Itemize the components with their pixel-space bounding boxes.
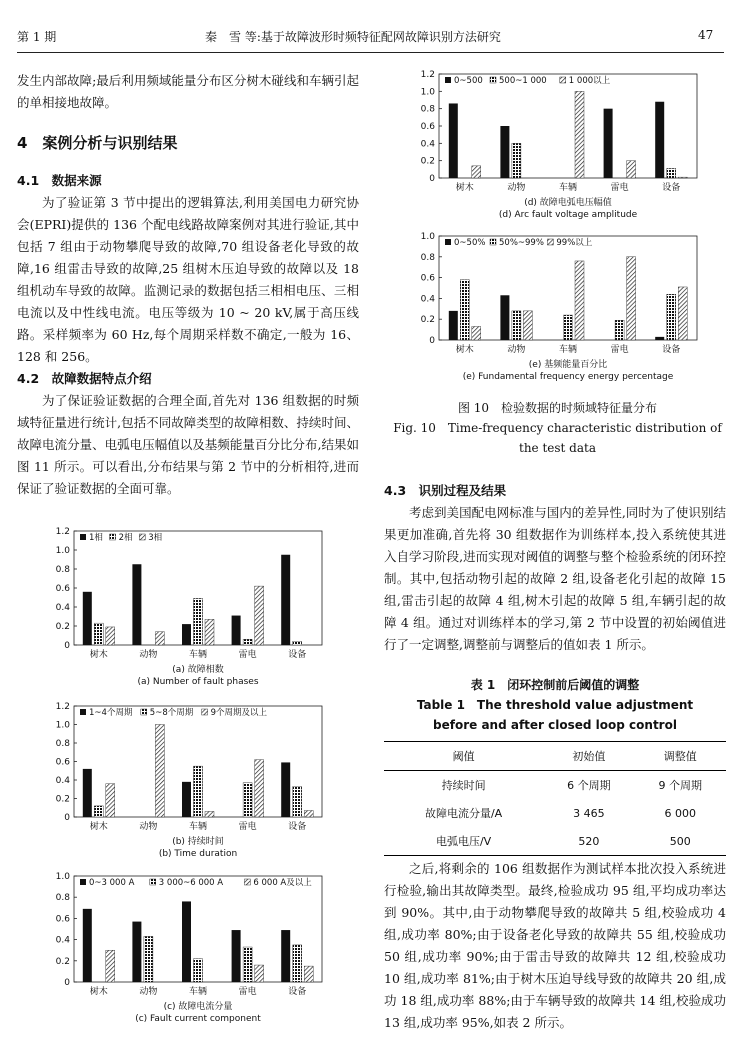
subsection-4-1-text: 为了验证第 3 节中提出的逻辑算法,利用美国电力研究协会(EPRI)提供的 136 个配电线路故障案例对其进行验证,其中包括 7 组由于动物攀爬导致的故障,70 组设备老化导致的故障,16 组雷击导致的故障,25 组树木压迫导致的故障以及 18 组机动车导致的故障。监测记录的数据包括三相相电压、三相电流以及中性线电流。电压等级为 10 ~ 20 kV,属于高压线路。采样频率为 60 Hz,每个周期采样数不确定,一般为 16、128 和 256。 bbox=[17, 195, 359, 364]
chart-fault-current bbox=[40, 870, 330, 1030]
legend-swatch bbox=[80, 709, 86, 715]
subfigure-caption-en: (b) Time duration bbox=[158, 849, 238, 859]
x-tick-label: 动物 bbox=[507, 345, 526, 355]
legend-label: 500~1 000 bbox=[499, 76, 547, 86]
issue-number: 第 1 期 bbox=[17, 30, 57, 44]
y-tick-label: 1.0 bbox=[55, 546, 70, 556]
legend-label: 5~8个周期 bbox=[149, 708, 194, 718]
bar bbox=[564, 315, 573, 340]
bar bbox=[232, 930, 241, 982]
x-tick-label: 车辆 bbox=[188, 987, 208, 997]
bar bbox=[512, 143, 521, 178]
bar bbox=[281, 762, 290, 817]
table-header-cell: 初始值 bbox=[572, 750, 606, 763]
y-tick-label: 1.0 bbox=[55, 720, 70, 731]
bar bbox=[255, 586, 264, 645]
y-tick-label: 0.8 bbox=[55, 739, 70, 749]
x-tick-label: 设备 bbox=[288, 987, 307, 997]
figure-caption-en: Fig. 10 Time-frequency characteristic distribution of the test data bbox=[393, 421, 722, 455]
table-header-row bbox=[384, 742, 726, 771]
results-paragraph: 之后,将剩余的 106 组数据作为测试样本批次投入系统进行检验,输出其故障类型。最终,检验成功 95 组,平均成功率达到 90%。其中,由于动物攀爬导致的故障共 5 组,校验成功 4 组,成功率 80%;由于设备老化导致的故障共 55 组,校验成功 50 组,成功率 90%;由于雷击导致的故障共 12 组,校验成功 10 组,成功率 81%;由于树木压迫导线导致的故障共 20 组,成功 18 组,成功率 88%;由于车辆导致的故障共 14 组,校验成功 13 组,成功率 95%,如表 2 所示。 bbox=[384, 861, 726, 1030]
bar bbox=[500, 126, 509, 178]
x-tick-label: 动物 bbox=[139, 822, 158, 832]
y-tick-label: 1.2 bbox=[55, 702, 70, 712]
bar bbox=[604, 109, 613, 178]
table-1-title-en: Table 1 The threshold value adjustment before and after closed loop control bbox=[416, 698, 694, 732]
y-tick-label: 1.0 bbox=[420, 87, 435, 98]
bar bbox=[293, 945, 302, 982]
x-tick-label: 动物 bbox=[139, 987, 158, 997]
table-cell: 6 000 bbox=[664, 806, 697, 820]
header-rule bbox=[17, 52, 724, 53]
bar bbox=[667, 168, 676, 178]
table-header-cell: 调整值 bbox=[663, 750, 697, 763]
chart-energy-percentage bbox=[405, 230, 705, 388]
table-row bbox=[384, 799, 726, 827]
running-title: 秦 雪 等:基于故障波形时频特征配网故障识别方法研究 bbox=[205, 30, 501, 44]
bar bbox=[472, 326, 481, 340]
bar bbox=[106, 950, 115, 982]
x-tick-label: 动物 bbox=[139, 650, 158, 660]
bar bbox=[281, 555, 290, 645]
y-tick-label: 0.4 bbox=[420, 139, 435, 150]
bar bbox=[182, 624, 191, 645]
bar bbox=[83, 769, 92, 817]
y-tick-label: 0.6 bbox=[420, 273, 435, 284]
legend-label: 0~50% bbox=[454, 238, 486, 248]
x-tick-label: 雷电 bbox=[238, 822, 257, 832]
y-tick-label: 0.6 bbox=[55, 757, 70, 768]
y-tick-label: 0 bbox=[429, 174, 435, 184]
bar bbox=[500, 295, 509, 340]
y-tick-label: 0.4 bbox=[420, 294, 435, 305]
y-tick-label: 0.6 bbox=[55, 914, 70, 925]
bar bbox=[106, 784, 115, 817]
table-row bbox=[384, 771, 726, 800]
subfigure-caption-en: (d) Arc fault voltage amplitude bbox=[498, 210, 638, 220]
y-tick-label: 0 bbox=[64, 813, 70, 823]
legend-swatch bbox=[110, 534, 116, 540]
bar bbox=[205, 619, 214, 645]
x-tick-label: 树木 bbox=[455, 345, 474, 355]
table-row bbox=[384, 827, 726, 856]
x-tick-label: 设备 bbox=[288, 650, 307, 660]
table-1-title-cn: 表 1 闭环控制前后阈值的调整 bbox=[470, 678, 640, 692]
legend-label: 6 000 A及以上 bbox=[253, 878, 312, 888]
y-tick-label: 0.4 bbox=[55, 935, 70, 946]
table-cell: 520 bbox=[578, 834, 600, 848]
chart-arc-voltage bbox=[405, 68, 705, 226]
bar bbox=[182, 901, 191, 982]
bar bbox=[243, 639, 252, 645]
bar bbox=[523, 311, 532, 340]
right-column-continued bbox=[384, 858, 726, 1034]
legend-swatch bbox=[150, 879, 156, 885]
bar bbox=[155, 725, 164, 818]
bar bbox=[575, 91, 584, 178]
legend-swatch bbox=[445, 77, 451, 83]
legend-label: 9个周期及以上 bbox=[210, 708, 268, 718]
bar bbox=[281, 930, 290, 982]
bar bbox=[449, 311, 458, 340]
legend-swatch bbox=[80, 879, 86, 885]
chart-fault-phases bbox=[40, 525, 330, 693]
subsection-4-2-title: 4.2 故障数据特点介绍 bbox=[17, 371, 152, 386]
running-header bbox=[0, 28, 740, 48]
y-tick-label: 0.8 bbox=[55, 893, 70, 904]
bar bbox=[575, 261, 584, 340]
section-4-title: 4 案例分析与识别结果 bbox=[17, 134, 178, 152]
subsection-4-3-text: 考虑到美国配电网标准与国内的差异性,同时为了使识别结果更加准确,首先将 30 组数据作为训练样本,投入系统使其进入自学习阶段,进而实现对阈值的调整与整个检验系统的闭环控制。其中,包括动物引起的故障 2 组,设备老化引起的故障 15 组,雷击引起的故障 4 组,树木引起的故障 5 组,车辆引起的故障 4 组。通过对训练样本的学习,第 2 节中设置的初始阈值进行了一定调整,调整前与调整后的值如表 1 所示。 bbox=[384, 505, 726, 652]
y-tick-label: 1.2 bbox=[420, 70, 435, 80]
x-tick-label: 树木 bbox=[89, 822, 108, 832]
y-tick-label: 0.6 bbox=[420, 122, 435, 132]
bar bbox=[667, 294, 676, 340]
legend-label: 1 000以上 bbox=[568, 76, 611, 86]
bar bbox=[472, 166, 481, 178]
legend-swatch bbox=[244, 879, 250, 885]
bar bbox=[106, 627, 115, 645]
y-tick-label: 0.8 bbox=[420, 104, 435, 115]
y-tick-label: 0.2 bbox=[55, 794, 70, 805]
bar bbox=[132, 922, 141, 982]
legend-swatch bbox=[490, 239, 496, 245]
bar bbox=[83, 909, 92, 982]
subfigure-caption-cn: (a) 故障相数 bbox=[172, 665, 224, 675]
page-number: 47 bbox=[698, 28, 714, 42]
bar bbox=[627, 161, 636, 178]
table-cell: 6 个周期 bbox=[567, 779, 611, 792]
x-tick-label: 车辆 bbox=[558, 345, 578, 355]
legend-label: 2相 bbox=[118, 533, 133, 543]
bar bbox=[615, 320, 624, 340]
bar bbox=[194, 959, 203, 982]
bar bbox=[678, 177, 687, 178]
bar bbox=[255, 965, 264, 982]
x-tick-label: 雷电 bbox=[238, 650, 257, 660]
bar bbox=[182, 782, 191, 817]
table-cell: 3 465 bbox=[573, 806, 605, 820]
subfigure-caption-cn: (c) 故障电流分量 bbox=[163, 1002, 233, 1012]
legend-label: 99%以上 bbox=[556, 238, 593, 248]
table-cell: 电弧电压/V bbox=[435, 835, 492, 848]
bar bbox=[678, 287, 687, 340]
legend-label: 0~3 000 A bbox=[89, 878, 135, 888]
figure-caption-cn: 图 10 检验数据的时频域特征量分布 bbox=[457, 401, 658, 415]
table-1 bbox=[384, 741, 726, 856]
y-tick-label: 0.8 bbox=[420, 252, 435, 263]
legend-label: 1~4个周期 bbox=[89, 708, 133, 718]
bar bbox=[194, 598, 203, 645]
subfigure-caption-en: (a) Number of fault phases bbox=[137, 677, 259, 687]
bar bbox=[94, 623, 103, 645]
y-tick-label: 1.0 bbox=[55, 872, 70, 882]
x-tick-label: 车辆 bbox=[558, 183, 578, 193]
x-tick-label: 雷电 bbox=[238, 987, 257, 997]
bar bbox=[512, 311, 521, 340]
subsection-4-1-title: 4.1 数据来源 bbox=[17, 173, 102, 188]
subfigure-caption-en: (e) Fundamental frequency energy percentage bbox=[462, 372, 674, 382]
subfigure-caption-cn: (b) 持续时间 bbox=[172, 837, 224, 847]
legend-label: 0~500 bbox=[454, 76, 483, 86]
x-tick-label: 动物 bbox=[507, 183, 526, 193]
y-tick-label: 0 bbox=[429, 336, 435, 346]
legend-swatch bbox=[560, 77, 566, 83]
y-tick-label: 1.0 bbox=[420, 232, 435, 242]
legend-swatch bbox=[547, 239, 553, 245]
x-tick-label: 设备 bbox=[288, 822, 307, 832]
subsection-4-3-title: 4.3 识别过程及结果 bbox=[384, 483, 507, 498]
x-tick-label: 设备 bbox=[662, 183, 681, 193]
table-cell: 9 个周期 bbox=[658, 779, 703, 792]
y-tick-label: 1.2 bbox=[55, 527, 70, 537]
y-tick-label: 0.2 bbox=[55, 956, 70, 967]
x-tick-label: 雷电 bbox=[610, 183, 629, 193]
bar bbox=[627, 257, 636, 340]
y-tick-label: 0.4 bbox=[55, 603, 70, 613]
x-tick-label: 车辆 bbox=[188, 650, 208, 660]
bar bbox=[144, 936, 153, 982]
legend-swatch bbox=[80, 534, 86, 540]
table-cell: 持续时间 bbox=[441, 779, 486, 792]
bar bbox=[155, 632, 164, 645]
bar bbox=[243, 783, 252, 817]
y-tick-label: 0.4 bbox=[55, 776, 70, 786]
x-tick-label: 树木 bbox=[89, 650, 108, 660]
table-header-cell: 阈值 bbox=[452, 750, 475, 763]
x-tick-label: 树木 bbox=[455, 183, 474, 193]
figure-caption bbox=[385, 398, 730, 458]
subfigure-caption-cn: (d) 故障电弧电压幅值 bbox=[524, 198, 612, 208]
chart-time-duration bbox=[40, 700, 330, 865]
bar bbox=[232, 616, 241, 645]
bar bbox=[293, 641, 302, 645]
bar bbox=[460, 280, 469, 340]
bar bbox=[83, 592, 92, 645]
bar bbox=[449, 103, 458, 178]
subsection-4-2-text: 为了保证验证数据的合理全面,首先对 136 组数据的时频域特征量进行统计,包括不同故障类型的故障相数、持续时间、故障电流分量、电弧电压幅值以及基频能量百分比分布,结果如图 11 所示。可以看出,分布结果与第 2 节中的分析相符,进而保证了验证数据的全面可靠。 bbox=[17, 393, 359, 496]
intro-paragraph: 发生内部故障;最后利用频域能量分布区分树木碰线和车辆引起的单相接地故障。 bbox=[17, 73, 359, 110]
y-tick-label: 0.8 bbox=[55, 565, 70, 575]
bar bbox=[243, 947, 252, 982]
legend-label: 50%~99% bbox=[499, 238, 544, 248]
bar bbox=[94, 806, 103, 817]
x-tick-label: 雷电 bbox=[610, 345, 629, 355]
x-tick-label: 树木 bbox=[89, 987, 108, 997]
legend-label: 3相 bbox=[148, 533, 163, 543]
left-column-text bbox=[17, 70, 359, 500]
y-tick-label: 0 bbox=[64, 978, 70, 988]
bar bbox=[655, 102, 664, 178]
legend-label: 1相 bbox=[89, 533, 103, 543]
bar bbox=[304, 966, 313, 982]
bar bbox=[194, 766, 203, 817]
bar bbox=[655, 337, 664, 340]
legend-label: 3 000~6 000 A bbox=[158, 878, 224, 888]
legend-swatch bbox=[139, 534, 145, 540]
bar bbox=[304, 811, 313, 817]
subfigure-caption-cn: (e) 基频能量百分比 bbox=[528, 360, 608, 370]
x-tick-label: 车辆 bbox=[188, 822, 208, 832]
y-tick-label: 0.2 bbox=[420, 156, 435, 167]
y-tick-label: 0.2 bbox=[420, 315, 435, 326]
y-tick-label: 0.2 bbox=[55, 622, 70, 632]
bar bbox=[132, 564, 141, 645]
legend-swatch bbox=[141, 709, 147, 715]
legend-swatch bbox=[490, 77, 496, 83]
bar bbox=[293, 786, 302, 817]
y-tick-label: 0 bbox=[64, 641, 70, 651]
x-tick-label: 设备 bbox=[662, 345, 681, 355]
legend-swatch bbox=[202, 709, 208, 715]
table-1-block bbox=[384, 675, 726, 856]
legend-swatch bbox=[445, 239, 451, 245]
bar bbox=[205, 811, 214, 817]
table-cell: 500 bbox=[669, 834, 691, 848]
subfigure-caption-en: (c) Fault current component bbox=[135, 1014, 261, 1024]
y-tick-label: 0.6 bbox=[55, 584, 70, 594]
bar bbox=[255, 760, 264, 817]
table-cell: 故障电流分量/A bbox=[424, 807, 503, 820]
right-column-text bbox=[384, 480, 726, 656]
